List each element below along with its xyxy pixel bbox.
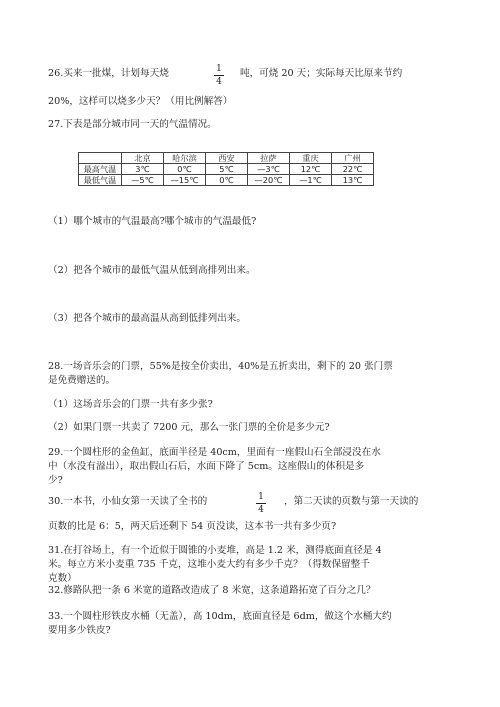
q30-fraction-denominator: 4 xyxy=(258,505,264,515)
table-row xyxy=(79,175,374,186)
table-header-cell: 北京 xyxy=(122,153,164,164)
table-cell: 最高气温 xyxy=(79,164,122,175)
q31-line3: 克数） xyxy=(48,573,77,584)
table-cell: 最低气温 xyxy=(79,175,122,186)
table-cell: 13℃ xyxy=(332,175,374,186)
q28-sub1: （1）这场音乐会的门票一共有多少张? xyxy=(48,399,213,410)
q26-text-line2: 20%，这样可以烧多少天？（用比例解答） xyxy=(48,96,233,107)
table-cell: 3℃ xyxy=(122,164,164,175)
q27-sub2: （2）把各个城市的最低气温从低到高排列出来。 xyxy=(48,265,256,276)
table-cell: 22℃ xyxy=(332,164,374,175)
q29-line3: 少? xyxy=(48,475,63,486)
table-cell: —1℃ xyxy=(290,175,332,186)
table-cell: —3℃ xyxy=(248,164,290,175)
table-header-row xyxy=(79,153,374,164)
q28-line2: 是免费赠送的。 xyxy=(48,375,116,386)
q30-fraction xyxy=(256,492,266,515)
q27-sub3: （3）把各个城市的最高温从高到低排列出来。 xyxy=(48,313,246,324)
table-cell: —5℃ xyxy=(122,175,164,186)
q26-text-part1: 26.买来一批煤，计划每天烧 xyxy=(48,68,169,79)
q27-sub1: （1）哪个城市的气温最高?哪个城市的气温最低? xyxy=(48,216,257,227)
table-cell: 0℃ xyxy=(164,164,206,175)
q27-title: 27.下表是部分城市同一天的气温情况。 xyxy=(48,119,217,130)
table-row xyxy=(79,164,374,175)
q26-text-part2: 吨，可烧 20 天；实际每天比原来节约 xyxy=(240,68,403,79)
table-cell: —15℃ xyxy=(164,175,206,186)
q26-fraction-numerator: 1 xyxy=(214,64,224,76)
q33-line2: 要用多少铁皮? xyxy=(48,625,111,636)
temperature-table xyxy=(78,152,374,186)
q28-sub2: （2）如果门票一共卖了 7200 元，那么一张门票的全价是多少元? xyxy=(48,422,330,433)
table-header-cell: 西安 xyxy=(206,153,248,164)
q33-line1: 33.一个圆柱形铁皮水桶（无盖），高 10dm，底面直径是 6dm，做这个水桶大约 xyxy=(48,611,392,622)
table-cell: 0℃ xyxy=(206,175,248,186)
q30-text-part1: 30.一本书，小仙女第一天读了全书的 xyxy=(48,496,208,507)
q30-text-part2: ，第二天读的页数与第一天读的 xyxy=(284,496,419,507)
table-header-cell xyxy=(79,153,122,164)
q29-line2: 中（水没有溢出），取出假山石后，水面下降了 5cm。这座假山的体积是多 xyxy=(48,461,365,472)
q26-fraction-denominator: 4 xyxy=(216,77,222,87)
table-header-cell: 重庆 xyxy=(290,153,332,164)
q26-fraction xyxy=(214,64,224,87)
q28-line1: 28.一场音乐会的门票，55%是按全价卖出，40%是五折卖出，剩下的 20 张门票 xyxy=(48,361,393,372)
table-header-cell: 广州 xyxy=(332,153,374,164)
q29-line1: 29.一个圆柱形的金鱼缸，底面半径是 40cm，里面有一座假山石全部浸没在水 xyxy=(48,447,381,458)
table-header-cell: 哈尔滨 xyxy=(164,153,206,164)
q30-line2: 页数的比是 6：5，两天后还剩下 54 页没读，这本书一共有多少页? xyxy=(48,521,337,532)
q30-fraction-numerator: 1 xyxy=(256,492,266,504)
q31-line2: 米。每立方米小麦重 735 千克，这堆小麦大约有多少千克？（得数保留整千 xyxy=(48,559,370,570)
table-cell: 12℃ xyxy=(290,164,332,175)
q32-line1: 32.修路队把一条 6 米宽的道路改造成了 8 米宽，这条道路拓宽了百分之几？ xyxy=(48,585,376,596)
table-cell: —20℃ xyxy=(248,175,290,186)
q31-line1: 31.在打谷场上，有一个近似于圆锥的小麦堆，高是 1.2 米，测得底面直径是 4 xyxy=(48,545,382,556)
table-header-cell: 拉萨 xyxy=(248,153,290,164)
table-cell: 5℃ xyxy=(206,164,248,175)
